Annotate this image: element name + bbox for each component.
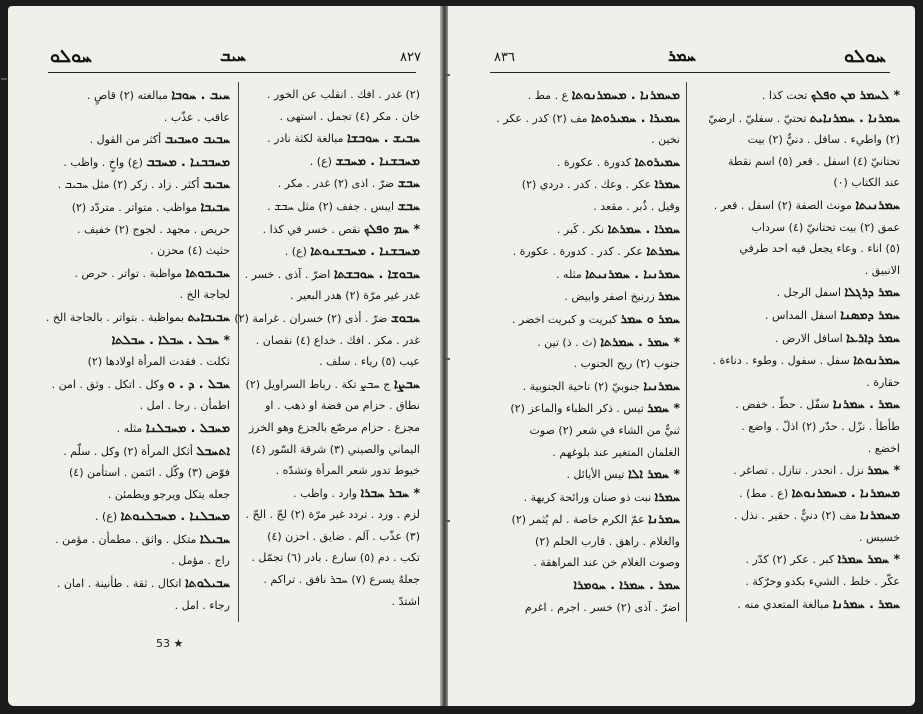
dictionary-line bbox=[246, 218, 420, 241]
definition-text: (ع) واخٍ . واظب . bbox=[63, 155, 147, 169]
dictionary-line bbox=[246, 285, 420, 307]
dictionary-line bbox=[694, 482, 900, 505]
definition-text: مواظبة . تواتر . حرص . bbox=[74, 266, 186, 280]
dictionary-line bbox=[484, 574, 680, 597]
definition-text: ضرّ . اذى (٢) غدر . مكر . bbox=[277, 177, 398, 191]
dictionary-line bbox=[484, 420, 680, 442]
definition-text: (ع) . bbox=[94, 510, 121, 524]
definition-text: زرنيخ اصفر وابيض . bbox=[564, 290, 659, 304]
dictionary-line bbox=[234, 307, 420, 330]
definition-text: تيس . ذكر الظباء والماعز (٢) bbox=[510, 402, 648, 416]
scan-mark bbox=[1, 78, 7, 80]
header-rule bbox=[48, 72, 416, 73]
dictionary-line bbox=[50, 151, 230, 174]
right-page bbox=[448, 6, 915, 706]
headword: ܡܚܒܠܢܐ . ܡܚܒܠܢܘܬܐ bbox=[120, 508, 230, 524]
definition-text: فوّض (٣) وكّل . ائتمن . استأمن (٤) bbox=[69, 466, 230, 480]
header-right-word: ܚܘܠܘ bbox=[844, 46, 886, 67]
definition-text: اضرّ . آذى (٢) خسر . اجرم . اغرم bbox=[524, 600, 680, 614]
dictionary-line bbox=[694, 504, 900, 527]
dictionary-line bbox=[694, 548, 900, 571]
definition-text: عاقب . عذّب . bbox=[163, 110, 230, 124]
definition-text: ضرّ . أذى (٢) خسران . غرامة (٢) bbox=[234, 311, 391, 325]
definition-text: حريص . مجهد . لجوج (٢) خفيف . bbox=[76, 222, 230, 236]
dictionary-line bbox=[484, 331, 680, 354]
dictionary-line bbox=[50, 107, 230, 129]
headword: * ܚܡܪ ܚܡܪܐ bbox=[837, 551, 900, 567]
dictionary-line bbox=[246, 526, 420, 548]
headword: ܚܡܝܪܘܬܐ bbox=[634, 153, 680, 169]
definition-text: نقص . خسر في كذا . bbox=[262, 222, 364, 236]
headword: ܚܡܪ ܘ ܚܡܪ bbox=[620, 310, 680, 326]
headword: ܡܚܡܪܢܐ . ܡܚܡܪܢܘܬܐ bbox=[571, 87, 680, 102]
dictionary-line bbox=[484, 442, 680, 464]
dictionary-line bbox=[246, 504, 420, 526]
dictionary-line bbox=[246, 106, 420, 128]
dictionary-line bbox=[484, 597, 680, 619]
definition-text: مواظب . متواتر . متردّد (٢) bbox=[71, 200, 201, 214]
dictionary-line bbox=[484, 353, 680, 375]
dictionary-line bbox=[694, 151, 900, 173]
definition-text: أثكل المرأة (٢) وكل . سلّم . bbox=[63, 444, 197, 458]
definition-text: كدورة . عكورة . bbox=[556, 155, 635, 169]
headword: ܚܒܝܠܐ bbox=[199, 530, 230, 546]
definition-text: والغلام . راهق . قارب الحلم (٢) bbox=[535, 534, 680, 548]
definition-text: عكّر . خلط . الشيء بكدو وحرّكة . bbox=[745, 575, 900, 589]
dictionary-line bbox=[694, 438, 900, 460]
definition-text: خسيس . bbox=[859, 530, 900, 544]
definition-text: مونث الصفة (٢) اسفل . قعر . bbox=[713, 198, 856, 212]
headword: ܚܒܝܒ bbox=[203, 176, 230, 192]
definition-text: نطاق . حزام من فضة او ذهب . او bbox=[265, 399, 420, 413]
definition-text: نخين . bbox=[651, 133, 680, 147]
dictionary-line bbox=[694, 129, 900, 151]
headword: ܚܒܝܒܐ bbox=[200, 198, 230, 214]
definition-text: نزل . انحدر . تنازل . تصاغر . bbox=[733, 464, 868, 478]
dictionary-line bbox=[694, 327, 900, 350]
headword: ܚܡܪܐ bbox=[654, 488, 680, 504]
definition-text: جنوبيّ (٢) ناحية الجنوبية . bbox=[522, 379, 644, 393]
dictionary-line bbox=[50, 417, 230, 440]
headword: * ܚܒܠ . ܚܒܠܐ . ܚܒܠܬܐ bbox=[111, 331, 230, 347]
definition-text: (٢) واطيء . سافل . دنيٌّ (٢) بيت bbox=[747, 133, 900, 147]
definition-text: جعلهُ يسرع (٧) ܚܒܪ نافق . تراكم . bbox=[263, 573, 420, 587]
definition-text: اشتدّ . bbox=[391, 594, 420, 608]
headword: ܚܒܘܫܐ . ܚܘܒܫܬܐ bbox=[333, 265, 420, 281]
dictionary-line bbox=[50, 528, 230, 551]
definition-text: سفل . سفول . وطوء . دناءة . bbox=[712, 354, 854, 368]
definition-text: خيوط تدور شعر المرأة وتشدّه . bbox=[275, 464, 420, 478]
dictionary-line bbox=[694, 372, 900, 394]
definition-text: حقارة . bbox=[866, 375, 900, 389]
definition-text: سفّل . حطّ . خفض . bbox=[735, 398, 833, 412]
definition-text: لزم . ورد . تردد غير مرّة (٢) لحّ . الحّ . bbox=[245, 508, 420, 522]
headword: ܚܡܪܬܐ bbox=[646, 243, 680, 259]
dictionary-line bbox=[50, 484, 230, 506]
dictionary-line bbox=[246, 395, 420, 417]
definition-text: تحت كذا . bbox=[761, 89, 811, 102]
headword: ܚܝܒ . ܚܘܒܐ bbox=[171, 87, 230, 102]
definition-text: مبالغة لكثة نادر . bbox=[267, 132, 347, 146]
dictionary-line bbox=[484, 552, 680, 574]
dictionary-line bbox=[694, 393, 900, 416]
left-page-outer-column bbox=[45, 84, 230, 616]
definition-text: ثنيٌّ من الشاء في شعر (٢) صوت bbox=[529, 423, 680, 437]
definition-text: اطمأن . رجا . امل . bbox=[139, 399, 230, 413]
dictionary-line bbox=[246, 439, 420, 461]
definition-text: جنوب (٢) ريح الجنوب . bbox=[573, 357, 680, 371]
dictionary-line bbox=[694, 217, 900, 239]
headword: ܡܚܒܫܢܐ . ܡܚܒܫܢܘܬܐ bbox=[310, 243, 420, 259]
definition-text: طأطأ . نزّل . حدّر (٢) اذلّ . واضع . bbox=[741, 419, 900, 433]
headword: ܚܡܪ . ܚܡܪܐ . ܚܘܡܪܐ bbox=[573, 577, 680, 593]
dictionary-line bbox=[484, 508, 680, 531]
dictionary-line bbox=[246, 373, 420, 396]
dictionary-line bbox=[246, 84, 420, 106]
headword: ܚܡܪ ܕܪܓܠܐ bbox=[844, 284, 900, 300]
dictionary-line bbox=[246, 569, 420, 591]
left-page-inner-column bbox=[234, 84, 420, 612]
dictionary-line bbox=[50, 395, 230, 417]
definition-text: خان . مكر (٤) تجمل . استهى . bbox=[279, 109, 420, 123]
scan-mark bbox=[446, 74, 450, 76]
definition-text: (٥) اناء . وعاء يجعل فيه احد طرفي bbox=[739, 242, 900, 256]
definition-text: عيب (٥) رياء . سلف . bbox=[319, 355, 420, 369]
dictionary-line bbox=[246, 240, 420, 263]
definition-text: تكب . دم (٥) سارع . بادر (٦) تجمّل . bbox=[251, 551, 420, 565]
headword: * ܚܒܪ ܚܒܪܐ bbox=[360, 484, 420, 500]
definition-text: تحتانيّ (٤) اسفل . قعر (٥) اسم نقطة bbox=[727, 154, 900, 168]
headword: * ܚܡܪ bbox=[647, 400, 680, 416]
definition-text: الانبيق . bbox=[864, 263, 900, 277]
definition-text: (٣) عذّب . آلم . ضايق . احزن (٤) bbox=[267, 529, 420, 543]
header-left-word: ܚܘܠܘ bbox=[50, 46, 92, 67]
definition-text: عمّ الكرم خاصة . لم يُثمر (٢) bbox=[511, 513, 649, 527]
definition-text: رجاء . امل . bbox=[174, 598, 230, 612]
dictionary-line bbox=[694, 304, 900, 327]
dictionary-line bbox=[484, 107, 680, 130]
definition-text: مف (٢) كدر . عكر . bbox=[496, 111, 592, 125]
dictionary-line bbox=[484, 240, 680, 263]
definition-text: ثكلت . فقدت المرأة اولادها (٢) bbox=[87, 355, 230, 369]
dictionary-line bbox=[484, 397, 680, 420]
definition-text: نكر . كَبر . bbox=[556, 222, 608, 236]
headword: ܡܚܡܪܢܐ bbox=[860, 507, 900, 523]
header-center-word: ܚܝܒ bbox=[220, 46, 246, 65]
definition-text: مجزع . حزام مرصّع بالجزع وهو الخرز bbox=[248, 420, 420, 434]
definition-text: بمواظبة . بتواتر . بالجاجة الخ . bbox=[45, 310, 188, 324]
dictionary-line bbox=[50, 505, 230, 528]
definition-text: مف (٢) دنيٌّ . حقير . نذل . bbox=[734, 509, 861, 523]
dictionary-line bbox=[50, 128, 230, 151]
dictionary-line bbox=[484, 463, 680, 486]
dictionary-line bbox=[50, 373, 230, 396]
column-divider bbox=[238, 82, 239, 622]
definition-text: مبالغته (٢) قاصٍ . bbox=[87, 89, 172, 102]
definition-text: مثله . bbox=[556, 267, 586, 281]
definition-text: اسافل الارض . bbox=[775, 331, 847, 345]
dictionary-line bbox=[50, 284, 230, 306]
headword: ܡܚܡܪܢܐ . ܡܚܡܪܢܘܬܐ bbox=[791, 484, 900, 500]
definition-text: (ع . مط) . bbox=[739, 486, 792, 500]
definition-text: مبالغة المتعدي منه . bbox=[737, 597, 833, 611]
headword: ܚܡܝܪܐ . ܚܡܝܪܘܬܐ bbox=[591, 109, 680, 125]
dictionary-line bbox=[694, 571, 900, 593]
page-footer: 53 ★ bbox=[156, 637, 184, 650]
headword: ܚܒܘܫ bbox=[390, 309, 420, 325]
dictionary-line bbox=[694, 281, 900, 304]
dictionary-line bbox=[484, 308, 680, 331]
definition-text: ع . مط . bbox=[527, 89, 572, 102]
dictionary-line bbox=[484, 218, 680, 241]
definition-text: اخضع . bbox=[867, 441, 900, 455]
headword: ܚܡܪܢܝܬܐ bbox=[855, 196, 900, 212]
dictionary-line bbox=[694, 194, 900, 217]
dictionary-line bbox=[246, 330, 420, 352]
definition-text: اضرّ . آذى . خسر . bbox=[244, 267, 334, 281]
definition-text: راج . مؤمل . bbox=[171, 554, 230, 568]
definition-text: أكثر من القول . bbox=[89, 133, 165, 147]
dictionary-line bbox=[484, 375, 680, 398]
headword: ܡܚܒܠ . ܡܚܒܠܢܐ bbox=[145, 419, 230, 435]
definition-text: اتكال . ثقة . طأنينة . امان . bbox=[56, 577, 185, 591]
dictionary-line bbox=[484, 129, 680, 151]
definition-text: مثله . bbox=[116, 421, 146, 435]
dictionary-line bbox=[50, 440, 230, 463]
dictionary-line bbox=[246, 263, 420, 286]
definition-text: متكل . واثق . مطمأن . مؤمن . bbox=[55, 532, 200, 546]
dictionary-line bbox=[50, 240, 230, 262]
dictionary-line bbox=[484, 151, 680, 174]
headword: * ܚܡܪ bbox=[867, 462, 900, 478]
definition-text: أكثر . زاد . زكر (٢) مثل ܚܒܝܒ . bbox=[57, 178, 203, 192]
dictionary-line bbox=[246, 195, 420, 218]
headword: ܚܒܝܒܘܬܐ bbox=[185, 264, 230, 280]
dictionary-line bbox=[694, 260, 900, 282]
header-page-number: ٨٢٧ bbox=[400, 50, 421, 65]
definition-text: لجاجة الخ . bbox=[179, 288, 230, 302]
headword: ܚܒܝܒ ܘܚܒܝܒ bbox=[164, 131, 230, 147]
definition-text: كبريت و كبريت اخضر . bbox=[511, 312, 621, 326]
definition-text: وقيل . ذُبر . مقعد . bbox=[593, 199, 680, 213]
dictionary-line bbox=[50, 595, 230, 617]
definition-text: اليماني والصيني (٣) شرقة السّور (٤) bbox=[251, 442, 420, 456]
dictionary-line bbox=[484, 196, 680, 218]
column-divider bbox=[686, 82, 687, 622]
headword: ܚܡܪ bbox=[658, 288, 680, 304]
dictionary-line bbox=[50, 462, 230, 484]
dictionary-line bbox=[50, 351, 230, 373]
dictionary-line bbox=[246, 482, 420, 505]
headword: ܐܬܚܒܠ bbox=[196, 442, 230, 458]
dictionary-line bbox=[484, 285, 680, 308]
headword: ܚܡܪܐ bbox=[654, 176, 680, 192]
dictionary-line bbox=[484, 531, 680, 553]
header-center-word: ܚܡܪ bbox=[668, 46, 696, 65]
dictionary-line bbox=[246, 150, 420, 173]
dictionary-line bbox=[694, 84, 900, 107]
definition-text: وصوت الغلام خن عند المراهقة . bbox=[533, 556, 680, 570]
dictionary-line bbox=[484, 84, 680, 107]
headword: ܚܡܪ ܕܡܣܢܐ bbox=[840, 306, 900, 322]
dictionary-line bbox=[246, 591, 420, 613]
headword: ܚܒܨܐ bbox=[393, 375, 420, 391]
definition-text: (ع) . bbox=[309, 154, 336, 168]
headword: ܚܡܪܐ . ܚܡܪܬܐ bbox=[607, 220, 680, 236]
definition-text: غدر . مكر . افك . خداع (٤) نقصان . bbox=[255, 333, 420, 347]
definition-text: نبت ذو صنان ورائحة كريهة . bbox=[523, 490, 655, 504]
definition-text: وارد . واظب . bbox=[293, 486, 361, 500]
headword: ܚܡܪܢܝܐ bbox=[643, 377, 680, 393]
definition-text: ايبس . جفف (٢) مثل ܚܒܫ . bbox=[267, 199, 398, 213]
definition-text: (ع) . bbox=[284, 245, 311, 259]
dictionary-line bbox=[246, 417, 420, 439]
dictionary-line bbox=[694, 459, 900, 482]
definition-text: ج ܚܒܨ تكة . رباط السراويل (٢) bbox=[245, 377, 394, 391]
dictionary-line bbox=[45, 306, 230, 329]
dictionary-line bbox=[694, 238, 900, 260]
dictionary-line bbox=[50, 572, 230, 595]
definition-text: عكر . وعك . كدر . دردي (٢) bbox=[521, 178, 655, 192]
headword: ܚܡܪ . ܚܡܪܢܐ bbox=[832, 595, 900, 611]
headword: ܚܡܪܢܐ bbox=[648, 511, 680, 527]
headword: ܚܒܝܒܐܝܬ bbox=[187, 308, 230, 324]
headword: ܚܒܝܠܘܬܐ bbox=[184, 575, 230, 591]
dictionary-line bbox=[246, 547, 420, 569]
definition-text: تحتيّ . سفليّ . ارضيّ bbox=[708, 111, 810, 125]
dictionary-line bbox=[50, 196, 230, 219]
headword: ܚܒܫ bbox=[397, 175, 420, 191]
header-rule bbox=[490, 72, 890, 73]
right-page-inner-column bbox=[484, 84, 680, 618]
definition-text: (٢) غدر . افك . انقلب عن الخور . bbox=[267, 88, 420, 101]
dictionary-line bbox=[246, 460, 420, 482]
headword: * ܚܡ ܘܦܠܟ bbox=[363, 220, 420, 236]
dictionary-line bbox=[694, 349, 900, 372]
headword: * ܚܡܪ . ܚܡܪܬܐ bbox=[600, 333, 680, 349]
dictionary-line bbox=[50, 550, 230, 572]
definition-text: غدر غير مرّة (٢) هدر البعير . bbox=[289, 289, 420, 303]
dictionary-line bbox=[484, 486, 680, 509]
dictionary-line bbox=[50, 329, 230, 352]
headword: ܡܚܒܒܢܐ . ܡܚܒܒ bbox=[146, 153, 230, 169]
definition-text: (ث . ذ) تين . bbox=[537, 335, 601, 349]
scan-mark bbox=[446, 358, 450, 360]
definition-text: وكل . اتكل . وثق . امن . bbox=[51, 377, 168, 391]
dictionary-line bbox=[246, 172, 420, 195]
definition-text: عند الكتاب (٠) bbox=[833, 176, 900, 190]
dictionary-line bbox=[484, 173, 680, 196]
dictionary-line bbox=[694, 593, 900, 616]
dictionary-line bbox=[50, 219, 230, 241]
dictionary-line bbox=[50, 173, 230, 196]
dictionary-line bbox=[694, 172, 900, 194]
headword: ܚܡܪܢܐ . ܚܡܪܢܐܝܬ bbox=[809, 109, 900, 125]
dictionary-line bbox=[50, 84, 230, 107]
headword: ܚܡܪ ܕܐܪܥܐ bbox=[846, 329, 900, 345]
dictionary-line bbox=[50, 262, 230, 285]
dictionary-line bbox=[246, 351, 420, 373]
definition-text: الغلمان المتغير عند بلوغهم . bbox=[552, 445, 680, 459]
dictionary-line bbox=[694, 416, 900, 438]
headword: ܚܡܪܢܝܐ . ܚܡܪܢܝܬܐ bbox=[585, 265, 680, 281]
definition-text: كبر . عكر (٢) كدّر . bbox=[745, 553, 838, 567]
headword: ܚܒܫ bbox=[397, 197, 420, 213]
headword: ܚܒܠ . ܕ . ܘ bbox=[167, 375, 230, 391]
left-page bbox=[8, 6, 442, 706]
definition-text: تيس الأيائل . bbox=[566, 468, 628, 482]
headword: ܚܡܪܢܘܬܐ bbox=[853, 352, 900, 368]
right-page-outer-column bbox=[694, 84, 900, 615]
headword: ܚܒܝܫ . ܚܘܒܫܐ bbox=[346, 130, 420, 146]
headword: * ܠܚܡܪ ܡܢ ܘܦܠܟ bbox=[810, 87, 900, 102]
definition-text: اسفل المداس . bbox=[765, 308, 841, 322]
dictionary-line bbox=[246, 127, 420, 150]
dictionary-line bbox=[694, 527, 900, 549]
definition-text: اسفل الرجل . bbox=[776, 286, 845, 300]
headword: * ܚܡܪ ܐܠܐ bbox=[627, 466, 680, 482]
headword: ܚܡܪ . ܚܡܪܢܐ bbox=[832, 396, 900, 412]
headword: ܡܚܒܫܢܐ . ܡܚܒܫ bbox=[335, 152, 420, 168]
dictionary-line bbox=[694, 107, 900, 130]
definition-text: حثيث (٤) محزن . bbox=[150, 244, 230, 258]
header-page-number: ٨٣٦ bbox=[494, 50, 515, 65]
dictionary-line bbox=[484, 263, 680, 286]
definition-text: جعله يتكل ويرجو ويطمئن . bbox=[107, 487, 230, 501]
definition-text: عكر . كدر . كدورة . عكورة . bbox=[512, 245, 647, 259]
definition-text: عمق (٢) بيت تحتانيّ (٤) سرداب bbox=[751, 220, 900, 234]
scan-mark bbox=[446, 520, 450, 522]
